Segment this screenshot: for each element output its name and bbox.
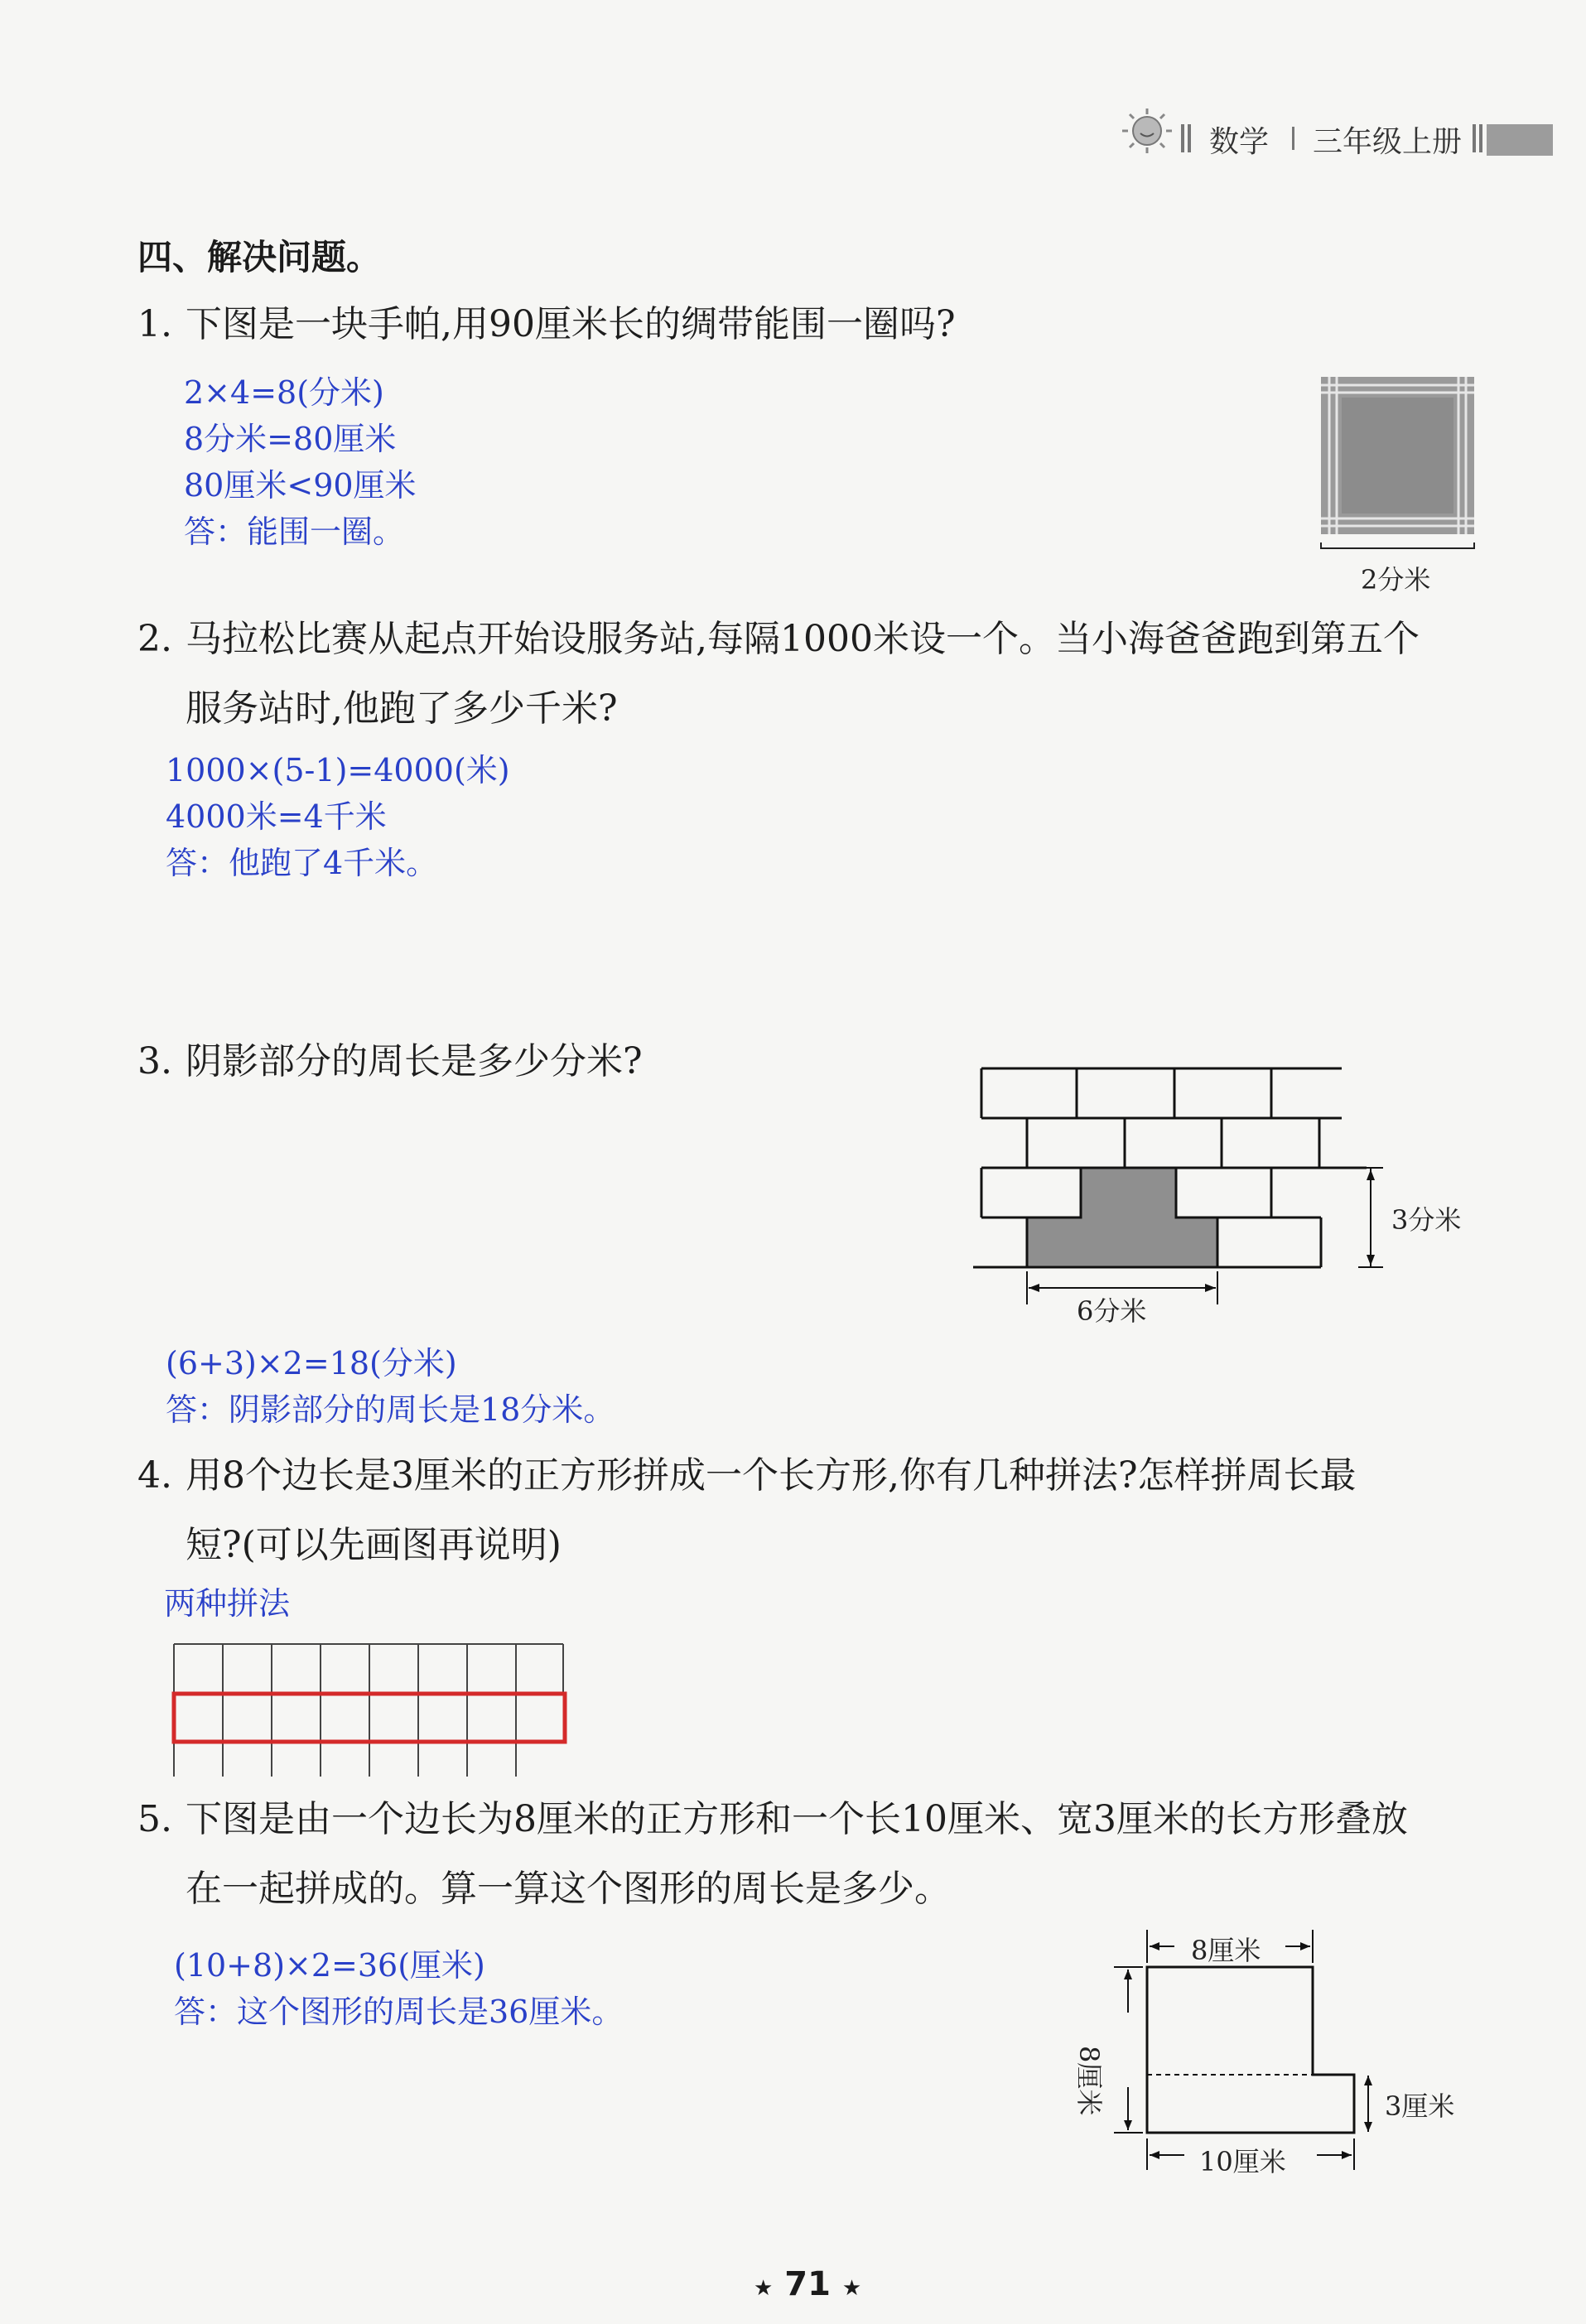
question-5 [137, 1785, 1408, 1924]
answer-line: 80厘米<90厘米 [184, 467, 417, 504]
answer-line: (10+8)×2=36(厘米) [174, 1947, 485, 1984]
answer-line: 4000米=4千米 [166, 798, 387, 835]
page-number [754, 2265, 861, 2303]
question-text: 阴影部分的周长是多少分米? [186, 1040, 643, 1082]
page-number-text: 71 [784, 2265, 831, 2303]
answer-line: (6+3)×2=18(分米) [166, 1345, 457, 1381]
brick-wall-figure [969, 1064, 1391, 1321]
header-grade: 三年级上册 [1313, 125, 1463, 159]
answer-line: 答：这个图形的周长是36厘米。 [174, 1994, 624, 2030]
question-2 [137, 605, 1420, 744]
dimension-marker [1358, 2071, 1383, 2137]
answer-line: 8分米=80厘米 [184, 421, 397, 457]
square-arrangement-drawing [170, 1640, 567, 1781]
header-decoration-bar [1487, 124, 1553, 156]
question-text: 短?(可以先画图再说明) [186, 1524, 562, 1566]
answer-line: 答：他跑了4千米。 [166, 845, 438, 881]
answer-4: 两种拼法 [164, 1585, 291, 1622]
question-1 [137, 290, 956, 359]
question-number: 5. [137, 1798, 172, 1840]
question-3 [137, 1027, 643, 1097]
handkerchief-side-label: 2分米 [1361, 564, 1431, 595]
rectangle-length-label: 10厘米 [1199, 2146, 1286, 2177]
question-number: 3. [137, 1040, 172, 1082]
question-4 [137, 1441, 1357, 1580]
brick-height-label: 3分米 [1391, 1204, 1462, 1236]
answer-2 [166, 747, 510, 886]
question-text: 服务站时,他跑了多少千米? [186, 687, 618, 730]
star-icon: ★ [754, 2276, 774, 2301]
question-number: 1. [137, 303, 172, 345]
question-number: 2. [137, 618, 172, 660]
rectangle-width-label: 3厘米 [1385, 2090, 1455, 2122]
answer-line: 答：能围一圈。 [184, 513, 405, 550]
question-text: 马拉松比赛从起点开始设服务站,每隔1000米设一个。当小海爸爸跑到第五个 [186, 618, 1420, 660]
question-text: 下图是一块手帕,用90厘米长的绸带能围一圈吗? [186, 303, 956, 345]
question-text: 在一起拼成的。算一算这个图形的周长是多少。 [186, 1868, 951, 1910]
header-subject: 数学 [1209, 125, 1270, 159]
answer-5 [174, 1942, 623, 2035]
sun-icon [1118, 106, 1176, 156]
question-text: 用8个边长是3厘米的正方形拼成一个长方形,你有几种拼法?怎样拼周长最 [186, 1454, 1357, 1497]
answer-line: 2×4=8(分米) [184, 374, 384, 411]
star-icon: ★ [841, 2276, 862, 2301]
answer-line: 1000×(5-1)=4000(米) [166, 752, 510, 788]
question-number: 4. [137, 1454, 172, 1497]
answer-3 [166, 1340, 615, 1433]
brick-width-label: 6分米 [1077, 1295, 1147, 1327]
answer-line: 答：阴影部分的周长是18分米。 [166, 1391, 615, 1428]
question-text: 下图是由一个边长为8厘米的正方形和一个长10厘米、宽3厘米的长方形叠放 [186, 1798, 1408, 1840]
square-left-label: 8厘米 [1073, 2046, 1105, 2116]
square-top-label: 8厘米 [1191, 1935, 1261, 1966]
answer-1 [184, 369, 417, 555]
section-title: 四、解决问题。 [137, 237, 382, 277]
